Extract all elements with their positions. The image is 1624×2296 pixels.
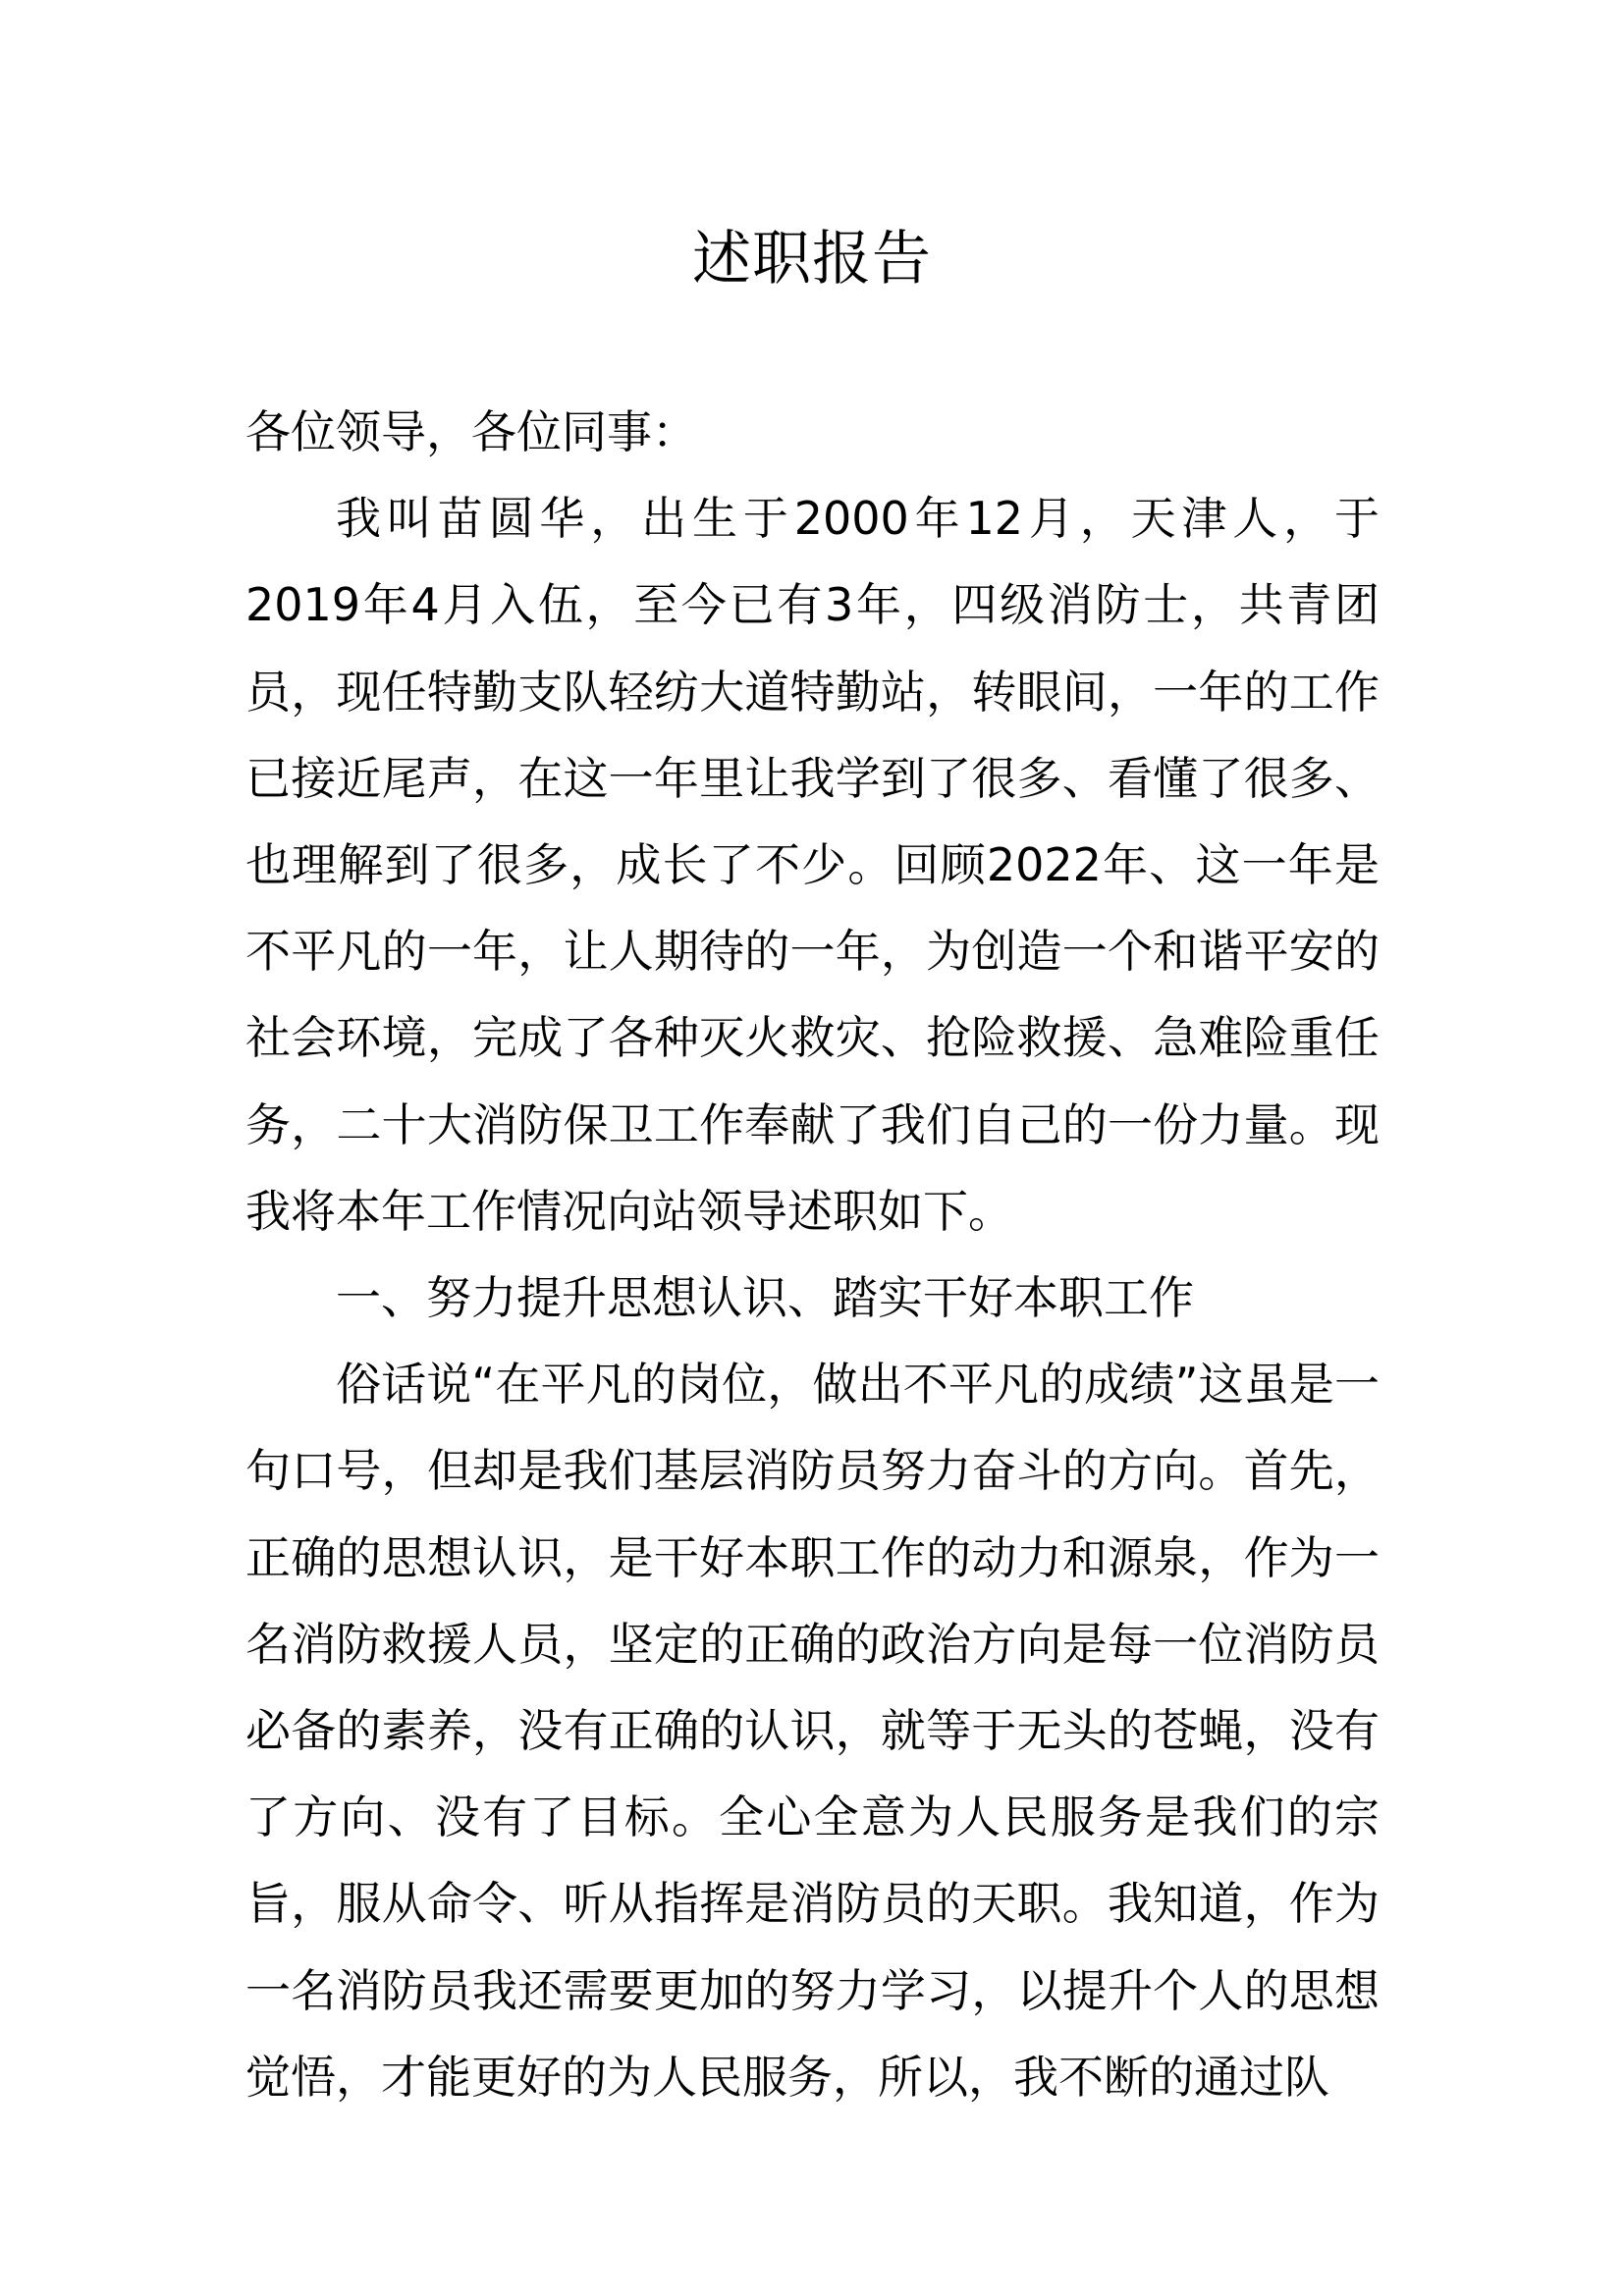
paragraph-section-one: 俗话说“在平凡的岗位，做出不平凡的成绩”这虽是一句口号，但却是我们基层消防员努力奋斗的方向。首先，正确的思想认识，是干好本职工作的动力和源泉，作为一名消防救援人员，坚定的正确的政治方向是每一位消防员必备的素养，没有正确的认识，就等于无头的苍蝇，没有了方向、没有了目标。全心全意为人民服务是我们的宗旨，服从命令、听从指挥是消防员的天职。我知道，作为一名消防员我还需要更加的努力学习，以提升个人的思想觉悟，才能更好的为人民服务，所以，我不断的通过队 [245,1358,1380,2104]
document-title: 述职报告 [692,225,932,294]
paragraph-intro: 我叫苗圆华，出生于2000年12月，天津人，于2019年4月入伍，至今已有3年，四级消防士，共青团员，现任特勤支队轻纺大道特勤站，转眼间，一年的工作已接近尾声，在这一年里让我学到了很多、看懂了很多、也理解到了很多，成长了不少。回顾2022年、这一年是不平凡的一年，让人期待的一年，为创造一个和谐平安的社会环境，完成了各种灭火救灾、抢险救援、急难险重任务，二十大消防保卫工作奉献了我们自己的一份力量。现我将本年工作情况向站领导述职如下。 [245,492,1380,1238]
salutation: 各位领导，各位同事： [245,405,697,458]
section-heading: 一、努力提升思想认识、踏实干好本职工作 [336,1271,1194,1325]
document-body [245,389,1380,2120]
